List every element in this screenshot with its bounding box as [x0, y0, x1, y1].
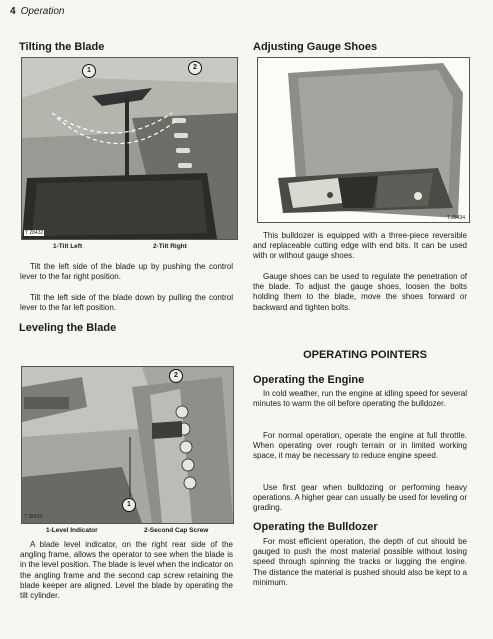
- callout-2: 2: [169, 369, 183, 383]
- gauge-shoe-photo: [257, 57, 470, 223]
- tilt-paragraph-1: Tilt the left side of the blade up by pushing the control lever to the far right position.: [20, 262, 233, 282]
- gauge-heading: Adjusting Gauge Shoes: [253, 41, 378, 53]
- figure-id: T 28434: [446, 215, 465, 221]
- callout-1: 1: [122, 498, 136, 512]
- leveling-paragraph: A blade level indicator, on the right rear side of the angling frame, allows the operator to see when the blade is in the level position. The blade is level when the indicator on the angling frame and the second cap screw retaining the blade keeper are aligned. Level the blade by operating the tilt cylinder.: [20, 540, 233, 601]
- caption-level-indicator: 1-Level Indicator: [46, 527, 98, 534]
- gauge-shoe-illustration: [258, 58, 469, 222]
- callout-1: 1: [82, 64, 96, 78]
- gauge-paragraph-1: This bulldozer is equipped with a three-piece reversible and replaceable cutting edge with end bits. It can be used with or without gauge shoes.: [253, 231, 467, 261]
- figure-id: T 28432: [25, 230, 44, 236]
- callout-2: 2: [188, 61, 202, 75]
- bulldozer-heading: Operating the Bulldozer: [253, 521, 378, 533]
- caption-tilt-left: 1-Tilt Left: [53, 243, 83, 250]
- tilting-heading: Tilting the Blade: [19, 41, 105, 53]
- tilt-paragraph-2: Tilt the left side of the blade down by pulling the control lever to the far left position.: [20, 293, 233, 313]
- caption-tilt-right: 2-Tilt Right: [153, 243, 187, 250]
- bulldozer-paragraph: For most efficient operation, the depth of cut should be gauged to push the most material possible without losing speed through spinning the tracks or lugging the engine. The distance the material is pushed should also be kept to a minimum.: [253, 537, 467, 587]
- operating-pointers-heading: OPERATING POINTERS: [303, 349, 427, 361]
- page-header: [10, 6, 64, 17]
- section-title: Operation: [20, 6, 65, 17]
- figure-id: T 28433: [24, 514, 43, 520]
- tilt-lever-illustration: [22, 58, 237, 239]
- engine-paragraph-1: In cold weather, run the engine at idling speed for several minutes to warm the oil before operating the bulldozer.: [253, 389, 467, 409]
- gauge-paragraph-2: Gauge shoes can be used to regulate the penetration of the blade. To adjust the gauge shoes, loosen the bolts holding them to the blade, move the shoes forward or backward and tighten bolts.: [253, 272, 467, 312]
- caption-second-cap-screw: 2-Second Cap Screw: [144, 527, 209, 534]
- engine-paragraph-3: Use first gear when bulldozing or performing heavy operations. A higher gear can usually be used for leveling or grading.: [253, 483, 467, 513]
- engine-paragraph-2: For normal operation, operate the engine at full throttle. When operating over rough terrain or in limited working space, it may be necessary to reduce engine speed.: [253, 431, 467, 461]
- tilt-lever-photo: [21, 57, 238, 240]
- engine-heading: Operating the Engine: [253, 374, 365, 386]
- page-number: 4: [10, 6, 16, 17]
- leveling-heading: Leveling the Blade: [19, 322, 117, 334]
